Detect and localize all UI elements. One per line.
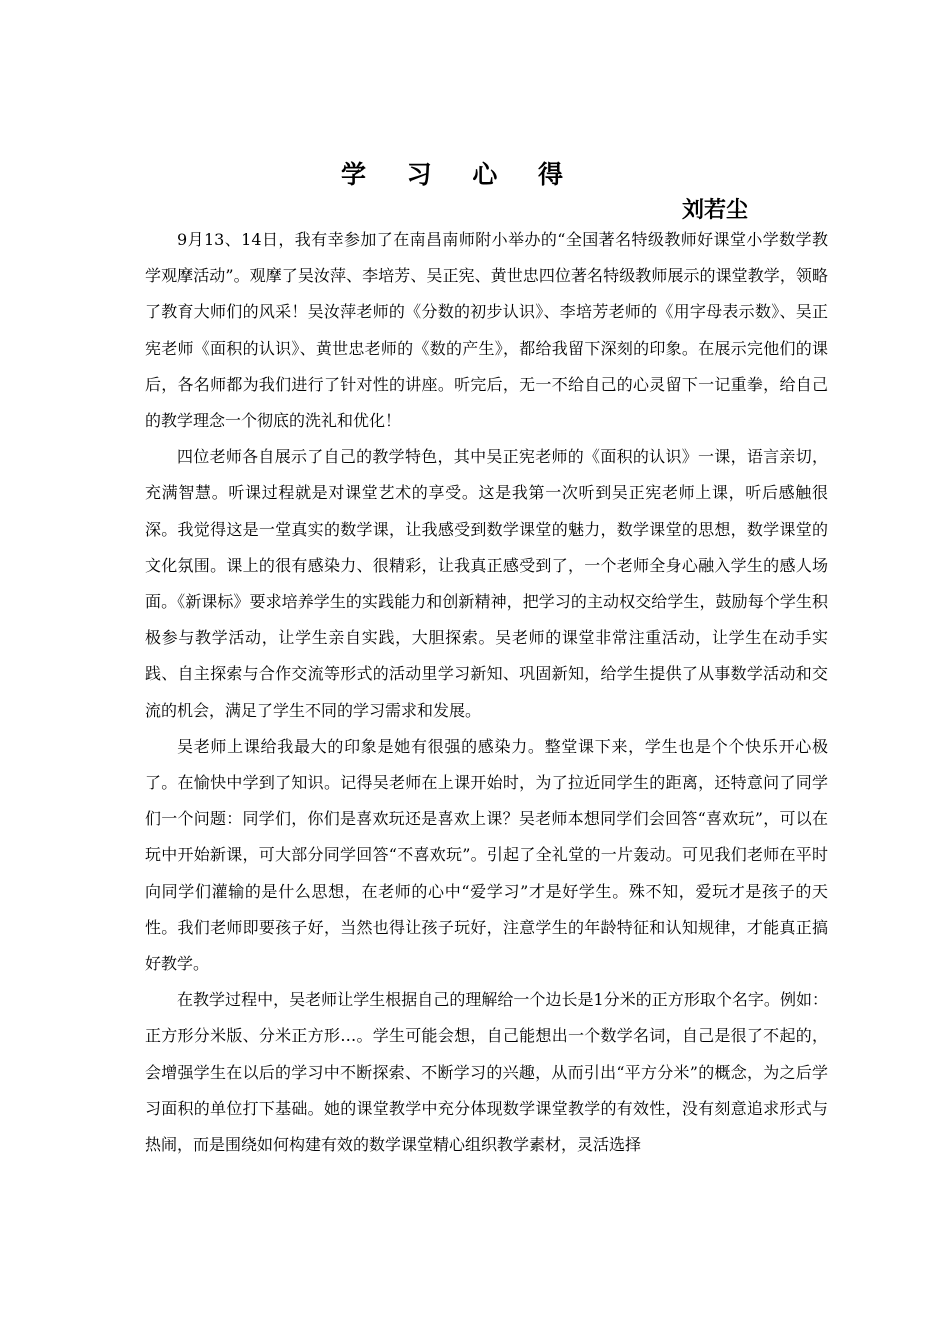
paragraph: 在教学过程中，吴老师让学生根据自己的理解给一个边长是1分米的正方形取个名字。例如：正方形分米版、分米正方形…。学生可能会想，自己能想出一个数学名词，自己是很了不起的，会增强学生在以后的学习中不断探索、不断学习的兴趣，从而引出“平方分米”的概念，为之后学习面积的单位打下基础。她的课堂教学中充分体现数学课堂教学的有效性，没有刻意追求形式与热闹，而是围绕如何构建有效的数学课堂精心组织教学素材，灵活选择 <box>145 990 828 1155</box>
paragraph: 四位老师各自展示了自己的教学特色，其中吴正宪老师的《面积的认识》一课，语言亲切，充满智慧。听课过程就是对课堂艺术的享受。这是我第一次听到吴正宪老师上课，听后感触很深。我觉得这是一堂真实的数学课，让我感受到数学课堂的魅力，数学课堂的思想，数学课堂的文化氛围。课上的很有感染力、很精彩，让我真正感受到了，一个老师全身心融入学生的感人场面。《新课标》要求培养学生的实践能力和创新精神，把学习的主动权交给学生，鼓励每个学生积极参与教学活动，让学生亲自实践，大胆探索。吴老师的课堂非常注重活动，让学生在动手实践、自主探索与合作交流等形式的活动里学习新知、巩固新知，给学生提供了从事数学活动和交流的机会，满足了学生不同的学习需求和发展。 <box>145 447 828 720</box>
document-title: 学 习 心 得 <box>340 160 580 189</box>
author-name: 刘若尘 <box>682 198 749 223</box>
document-body <box>145 222 828 1163</box>
paragraph: 吴老师上课给我最大的印象是她有很强的感染力。整堂课下来，学生也是个个快乐开心极了。在愉快中学到了知识。记得吴老师在上课开始时，为了拉近同学生的距离，还特意问了同学们一个问题：同学们，你们是喜欢玩还是喜欢上课？吴老师本想同学们会回答“喜欢玩”，可以在玩中开始新课，可大部分同学回答“不喜欢玩”。引起了全礼堂的一片轰动。可见我们老师在平时向同学们灌输的是什么思想，在老师的心中“爱学习”才是好学生。殊不知，爱玩才是孩子的天性。我们老师即要孩子好，当然也得让孩子玩好，注意学生的年龄特征和认知规律，才能真正搞好教学。 <box>145 736 828 974</box>
paragraph: 9月13、14日，我有幸参加了在南昌南师附小举办的“全国著名特级教师好课堂小学数学教学观摩活动”。观摩了吴汝萍、李培芳、吴正宪、黄世忠四位著名特级教师展示的课堂教学，领略了教育大师们的风采！吴汝萍老师的《分数的初步认识》、李培芳老师的《用字母表示数》、吴正宪老师《面积的认识》、黄世忠老师的《数的产生》，都给我留下深刻的印象。在展示完他们的课后，各名师都为我们进行了针对性的讲座。听完后，无一不给自己的心灵留下一记重拳，给自己的教学理念一个彻底的洗礼和优化！ <box>145 230 828 431</box>
